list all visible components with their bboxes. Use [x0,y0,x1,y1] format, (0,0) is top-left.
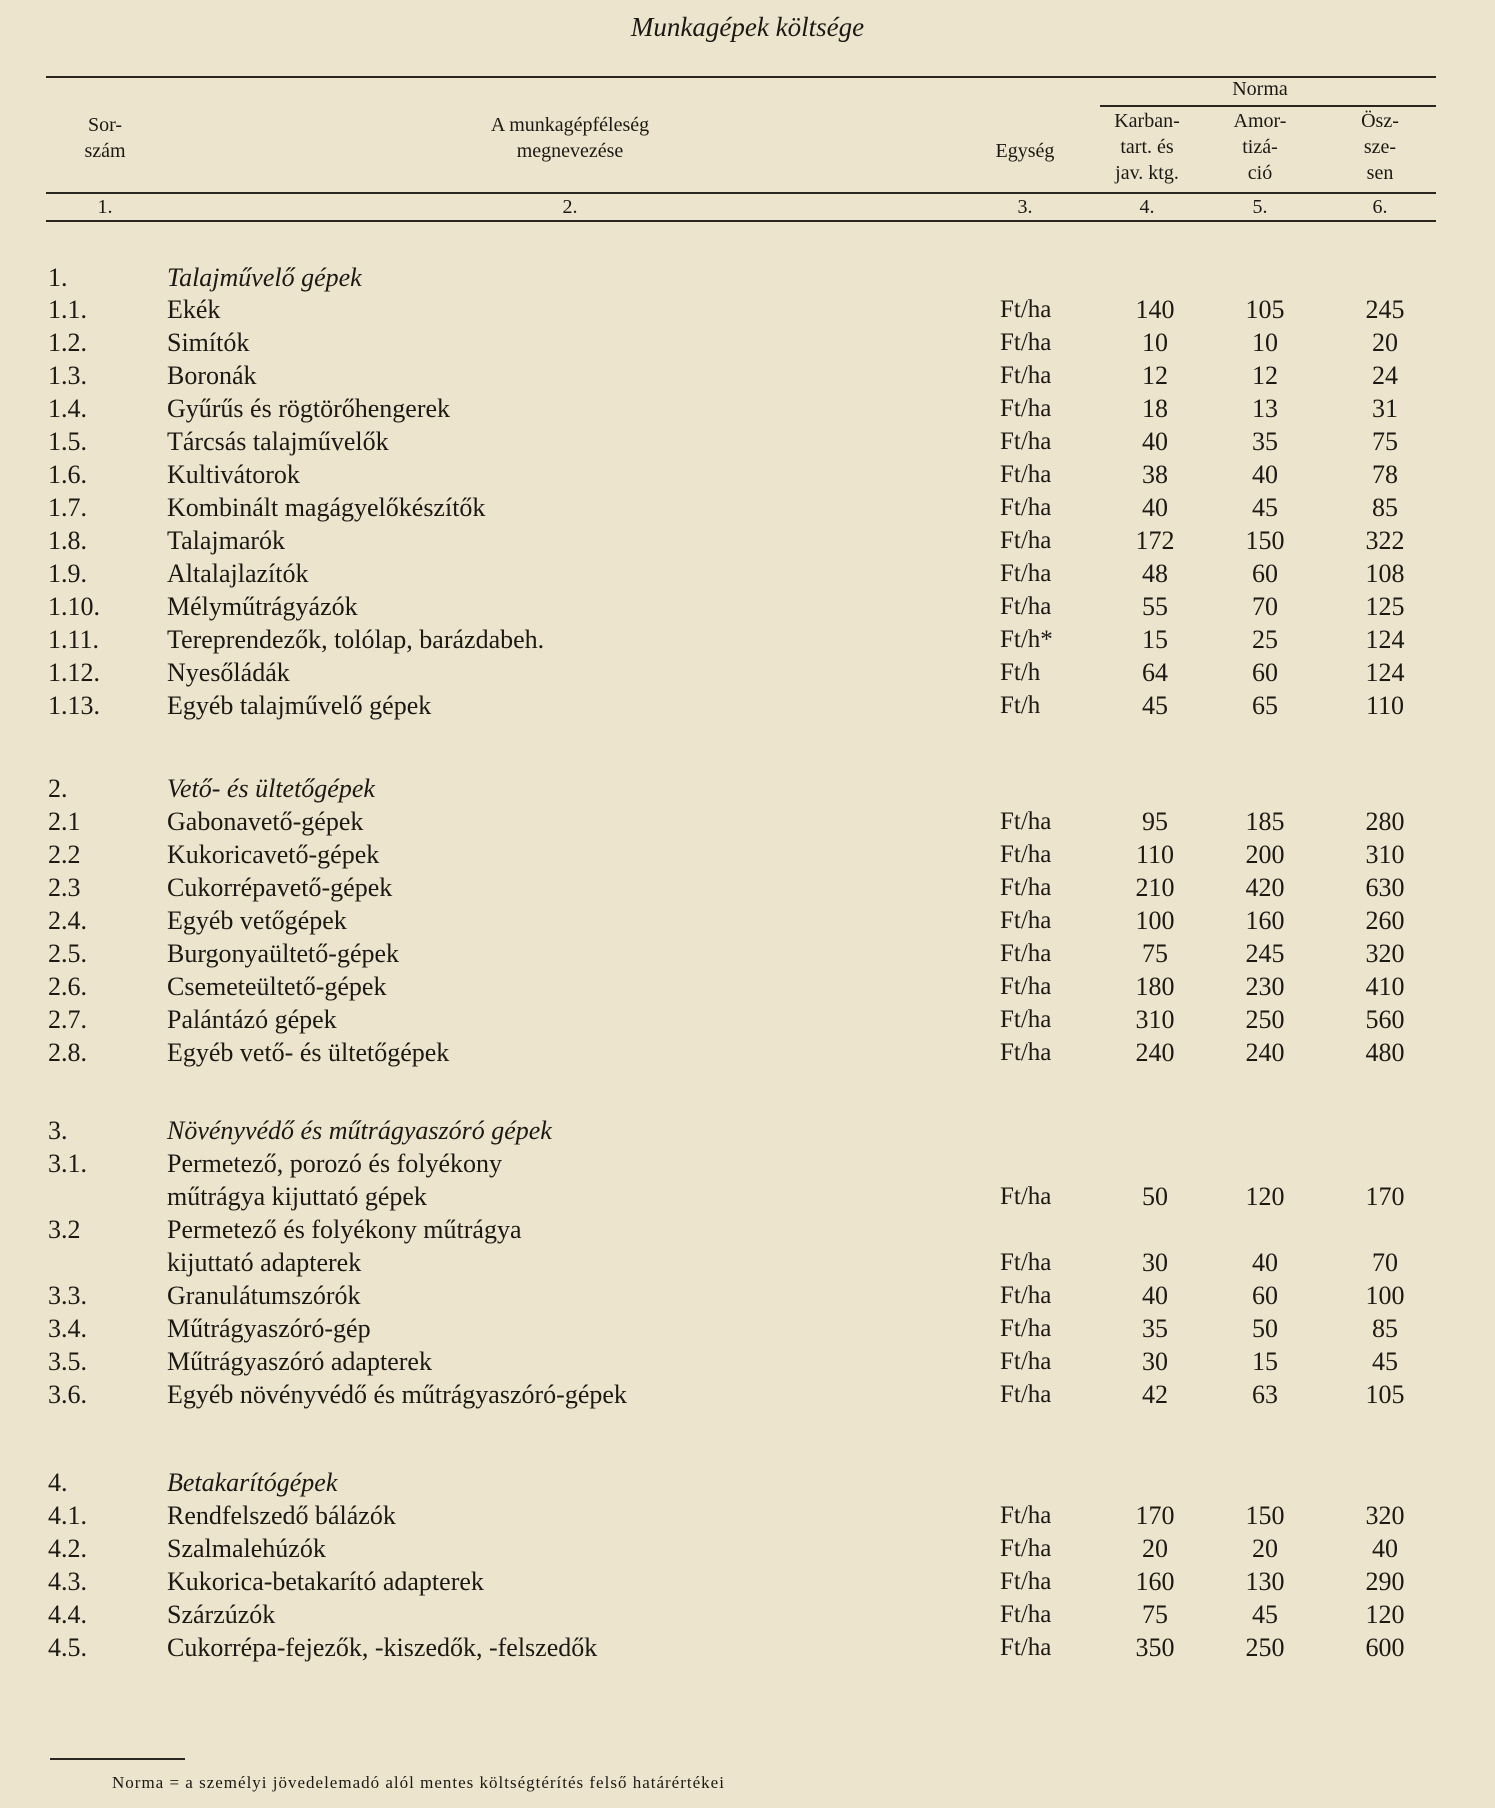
colnum-2: 2. [562,196,578,218]
row-osszesen: 320 [1365,939,1405,968]
footnote-rule [50,1758,185,1760]
row-amortizacio: 40 [1252,460,1278,489]
row-karbantartas: 240 [1135,1038,1175,1067]
header-sor: Sor- [87,114,123,136]
row-karbantartas: 180 [1135,972,1175,1001]
row-number: 1.1. [48,295,87,324]
row-number: 2.6. [48,972,87,1001]
row-karbantartas: 100 [1135,906,1175,935]
header-norma: Norma [1232,78,1288,100]
row-name: Műtrágyaszóró-gép [167,1314,371,1343]
row-number: 1.12. [48,658,100,687]
row-name: Egyéb talajművelő gépek [167,691,432,720]
row-name: Műtrágyaszóró adapterek [167,1347,432,1376]
header-ossz-2: sze- [1363,136,1397,158]
table-row [0,1566,1495,1598]
row-number: 3.4. [48,1314,87,1343]
row-amortizacio: 13 [1252,394,1278,423]
section-row [0,1467,1495,1499]
table-row [0,905,1495,937]
row-amortizacio: 65 [1252,691,1278,720]
row-name: Kukoricavető-gépek [167,840,380,869]
row-name: Tárcsás talajművelők [167,427,389,456]
row-amortizacio: 63 [1252,1380,1278,1409]
table-row [0,657,1495,689]
row-number: 1.5. [48,427,87,456]
row-amortizacio: 245 [1245,939,1285,968]
row-unit: Ft/ha [1000,841,1052,868]
row-name: Egyéb növényvédő és műtrágyaszóró-gépek [167,1380,627,1409]
row-karbantartas: 30 [1142,1347,1168,1376]
row-unit: Ft/ha [1000,1006,1052,1033]
row-unit: Ft/h* [1000,626,1053,653]
row-name: Növényvédő és műtrágyaszóró gépek [167,1116,552,1145]
row-amortizacio: 25 [1252,625,1278,654]
row-number: 3.2 [48,1215,81,1244]
row-name: Betakarítógépek [167,1468,338,1497]
table-row [0,1500,1495,1532]
table-row [0,839,1495,871]
row-name: Gabonavető-gépek [167,807,364,836]
row-osszesen: 560 [1365,1005,1405,1034]
row-amortizacio: 185 [1245,807,1285,836]
row-number: 1.8. [48,526,87,555]
header-karb-3: jav. ktg. [1115,162,1179,184]
row-unit: Ft/ha [1000,1315,1052,1342]
row-amortizacio: 105 [1245,295,1285,324]
colnum-5: 5. [1252,196,1268,218]
row-number: 2.5. [48,939,87,968]
row-number: 1.9. [48,559,87,588]
row-unit: Ft/ha [1000,1535,1052,1562]
colnum-6: 6. [1372,196,1388,218]
row-unit: Ft/ha [1000,296,1052,323]
row-amortizacio: 60 [1252,559,1278,588]
row-name: Mélyműtrágyázók [167,592,358,621]
row-osszesen: 31 [1372,394,1398,423]
row-osszesen: 260 [1365,906,1405,935]
row-amortizacio: 12 [1252,361,1278,390]
table-row [0,558,1495,590]
row-number: 3.1. [48,1149,87,1178]
row-osszesen: 280 [1365,807,1405,836]
row-number: 3. [48,1116,68,1145]
row-name: Nyesőládák [167,658,290,687]
row-name: Talajművelő gépek [167,263,362,292]
row-number: 2.4. [48,906,87,935]
row-name: Gyűrűs és rögtörőhengerek [167,394,451,423]
header-szam: szám [84,140,126,162]
row-karbantartas: 35 [1142,1314,1168,1343]
row-osszesen: 125 [1365,592,1405,621]
row-unit: Ft/ha [1000,1183,1052,1210]
row-name: Cukorrépavető-gépek [167,873,393,902]
row-unit: Ft/ha [1000,1634,1052,1661]
row-karbantartas: 210 [1135,873,1175,902]
row-unit: Ft/ha [1000,1348,1052,1375]
table-row [0,1214,1495,1246]
row-unit: Ft/ha [1000,874,1052,901]
row-karbantartas: 55 [1142,592,1168,621]
page-title: Munkagépek költsége [630,12,865,42]
table-row [0,624,1495,656]
row-number: 1.10. [48,592,100,621]
row-karbantartas: 40 [1142,427,1168,456]
row-amortizacio: 70 [1252,592,1278,621]
row-number: 1.3. [48,361,87,390]
table-row [0,1280,1495,1312]
row-name: kijuttató adapterek [167,1248,362,1277]
row-unit: Ft/ha [1000,461,1052,488]
row-unit: Ft/ha [1000,973,1052,1000]
header-amor-3: ció [1247,162,1273,184]
row-name: Egyéb vető- és ültetőgépek [167,1038,450,1067]
table-row [0,591,1495,623]
row-number: 2.1 [48,807,81,836]
row-amortizacio: 120 [1245,1182,1285,1211]
table-row [0,1247,1495,1279]
table-row [0,426,1495,458]
row-unit: Ft/ha [1000,1568,1052,1595]
row-unit: Ft/ha [1000,1282,1052,1309]
row-karbantartas: 48 [1142,559,1168,588]
row-number: 2. [48,774,68,803]
row-karbantartas: 172 [1135,526,1175,555]
row-osszesen: 124 [1365,658,1405,687]
row-unit: Ft/ha [1000,1502,1052,1529]
table-row [0,971,1495,1003]
row-karbantartas: 310 [1135,1005,1175,1034]
section-row [0,773,1495,805]
table-row [0,1037,1495,1069]
table-row [0,1599,1495,1631]
colnum-4: 4. [1139,196,1155,218]
row-amortizacio: 130 [1245,1567,1285,1596]
header-name-2: megnevezése [516,140,624,162]
row-name: Szalmalehúzók [167,1534,326,1563]
row-number: 4.1. [48,1501,87,1530]
row-karbantartas: 64 [1142,658,1168,687]
colnum-1: 1. [97,196,113,218]
row-osszesen: 108 [1365,559,1405,588]
row-name: Talajmarók [167,526,286,555]
norma-rule [1100,105,1436,107]
row-name: Kombinált magágyelőkészítők [167,493,486,522]
row-karbantartas: 350 [1135,1633,1175,1662]
row-osszesen: 100 [1365,1281,1405,1310]
row-unit: Ft/ha [1000,1249,1052,1276]
table-row [0,1004,1495,1036]
row-name: Permetező, porozó és folyékony [167,1149,503,1178]
row-karbantartas: 30 [1142,1248,1168,1277]
row-number: 1.2. [48,328,87,357]
row-name: Burgonyaültető-gépek [167,939,400,968]
row-amortizacio: 20 [1252,1534,1278,1563]
row-unit: Ft/ha [1000,808,1052,835]
row-name: Egyéb vetőgépek [167,906,347,935]
row-amortizacio: 15 [1252,1347,1278,1376]
table-row [0,327,1495,359]
row-name: Permetező és folyékony műtrágya [167,1215,522,1244]
row-karbantartas: 50 [1142,1182,1168,1211]
row-number: 4.3. [48,1567,87,1596]
table-row [0,806,1495,838]
row-amortizacio: 50 [1252,1314,1278,1343]
row-karbantartas: 20 [1142,1534,1168,1563]
table-row [0,294,1495,326]
table-row [0,459,1495,491]
row-name: Rendfelszedő bálázók [167,1501,396,1530]
row-unit: Ft/ha [1000,1601,1052,1628]
row-osszesen: 105 [1365,1380,1405,1409]
row-number: 1.13. [48,691,100,720]
row-karbantartas: 40 [1142,493,1168,522]
row-amortizacio: 45 [1252,493,1278,522]
header-ossz-3: sen [1366,162,1394,184]
row-unit: Ft/ha [1000,329,1052,356]
row-karbantartas: 75 [1142,939,1168,968]
row-unit: Ft/ha [1000,527,1052,554]
row-number: 2.3 [48,873,81,902]
row-name: Simítók [167,328,250,357]
table-row [0,938,1495,970]
table-row [0,872,1495,904]
row-name: Tereprendezők, tolólap, barázdabeh. [167,625,545,654]
row-name: műtrágya kijuttató gépek [167,1182,427,1211]
row-osszesen: 110 [1365,691,1405,720]
row-karbantartas: 170 [1135,1501,1175,1530]
row-name: Kultivátorok [167,460,300,489]
row-osszesen: 78 [1372,460,1398,489]
table-row [0,393,1495,425]
row-number: 4.4. [48,1600,87,1629]
row-name: Boronák [167,361,257,390]
row-number: 3.6. [48,1380,87,1409]
table-row [0,492,1495,524]
row-karbantartas: 12 [1142,361,1168,390]
row-number: 2.2 [48,840,81,869]
row-osszesen: 410 [1365,972,1405,1001]
table-row [0,1533,1495,1565]
row-karbantartas: 42 [1142,1380,1168,1409]
row-number: 4. [48,1468,68,1497]
row-osszesen: 310 [1365,840,1405,869]
row-unit: Ft/ha [1000,494,1052,521]
row-amortizacio: 45 [1252,1600,1278,1629]
row-number: 2.8. [48,1038,87,1067]
row-number: 1.4. [48,394,87,423]
row-name: Ekék [167,295,221,324]
row-osszesen: 245 [1365,295,1405,324]
row-osszesen: 70 [1372,1248,1398,1277]
row-name: Csemeteültető-gépek [167,972,387,1001]
row-amortizacio: 240 [1245,1038,1285,1067]
row-amortizacio: 200 [1245,840,1285,869]
row-amortizacio: 160 [1245,906,1285,935]
row-osszesen: 322 [1365,526,1405,555]
row-unit: Ft/h [1000,659,1041,686]
table-row [0,690,1495,722]
row-amortizacio: 35 [1252,427,1278,456]
row-karbantartas: 38 [1142,460,1168,489]
row-number: 3.3. [48,1281,87,1310]
row-name: Granulátumszórók [167,1281,361,1310]
header-bottom-rule [46,192,1436,194]
row-amortizacio: 60 [1252,1281,1278,1310]
row-number: 4.5. [48,1633,87,1662]
row-karbantartas: 15 [1142,625,1168,654]
row-number: 1.6. [48,460,87,489]
section-row [0,1115,1495,1147]
row-unit: Ft/ha [1000,1039,1052,1066]
colnum-bottom-rule [46,220,1436,222]
header-ossz-1: Ösz- [1361,110,1399,132]
row-unit: Ft/h [1000,692,1041,719]
row-unit: Ft/ha [1000,362,1052,389]
row-unit: Ft/ha [1000,560,1052,587]
row-osszesen: 75 [1372,427,1398,456]
row-osszesen: 85 [1372,493,1398,522]
row-karbantartas: 110 [1135,840,1175,869]
row-karbantartas: 45 [1142,691,1168,720]
row-amortizacio: 420 [1245,873,1285,902]
row-karbantartas: 140 [1135,295,1175,324]
row-karbantartas: 160 [1135,1567,1175,1596]
row-karbantartas: 75 [1142,1600,1168,1629]
row-unit: Ft/ha [1000,1381,1052,1408]
table-row [0,1379,1495,1411]
row-amortizacio: 40 [1252,1248,1278,1277]
row-osszesen: 45 [1372,1347,1398,1376]
row-osszesen: 40 [1372,1534,1398,1563]
row-number: 4.2. [48,1534,87,1563]
row-osszesen: 170 [1365,1182,1405,1211]
row-amortizacio: 250 [1245,1633,1285,1662]
row-osszesen: 600 [1365,1633,1405,1662]
row-karbantartas: 95 [1142,807,1168,836]
header-name-1: A munkagépféleség [490,114,650,136]
row-karbantartas: 10 [1142,328,1168,357]
row-number: 1.7. [48,493,87,522]
row-osszesen: 630 [1365,873,1405,902]
row-number: 1.11. [48,625,100,654]
row-osszesen: 120 [1365,1600,1405,1629]
colnum-3: 3. [1017,196,1033,218]
row-osszesen: 320 [1365,1501,1405,1530]
row-name: Kukorica-betakarító adapterek [167,1567,484,1596]
row-amortizacio: 150 [1245,526,1285,555]
row-unit: Ft/ha [1000,940,1052,967]
row-amortizacio: 150 [1245,1501,1285,1530]
header-karb-1: Karban- [1114,110,1180,132]
row-unit: Ft/ha [1000,428,1052,455]
row-name: Cukorrépa-fejezők, -kiszedők, -felszedők [167,1633,598,1662]
header-karb-2: tart. és [1120,136,1174,158]
table-row [0,360,1495,392]
row-osszesen: 480 [1365,1038,1405,1067]
row-number: 2.7. [48,1005,87,1034]
row-amortizacio: 250 [1245,1005,1285,1034]
table-row [0,1313,1495,1345]
row-unit: Ft/ha [1000,593,1052,620]
row-unit: Ft/ha [1000,395,1052,422]
row-osszesen: 24 [1372,361,1398,390]
header-amor-2: tizá- [1242,136,1278,158]
row-amortizacio: 230 [1245,972,1285,1001]
row-name: Szárzúzók [167,1600,276,1629]
row-osszesen: 85 [1372,1314,1398,1343]
table-row [0,1148,1495,1180]
footnote: Norma = a személyi jövedelemadó alól mentes költségtérítés felső határértékei [112,1773,725,1792]
row-amortizacio: 60 [1252,658,1278,687]
row-name: Altalajlazítók [167,559,309,588]
header-unit: Egység [995,140,1055,162]
header-amor-1: Amor- [1233,110,1287,132]
row-name: Vető- és ültetőgépek [167,774,375,803]
row-unit: Ft/ha [1000,907,1052,934]
table-row [0,525,1495,557]
section-row [0,262,1495,294]
row-osszesen: 20 [1372,328,1398,357]
row-karbantartas: 40 [1142,1281,1168,1310]
row-name: Palántázó gépek [167,1005,337,1034]
row-amortizacio: 10 [1252,328,1278,357]
table-row [0,1346,1495,1378]
table-row [0,1632,1495,1664]
row-osszesen: 290 [1365,1567,1405,1596]
row-karbantartas: 18 [1142,394,1168,423]
row-osszesen: 124 [1365,625,1405,654]
table-row [0,1181,1495,1213]
row-number: 3.5. [48,1347,87,1376]
row-number: 1. [48,263,68,292]
